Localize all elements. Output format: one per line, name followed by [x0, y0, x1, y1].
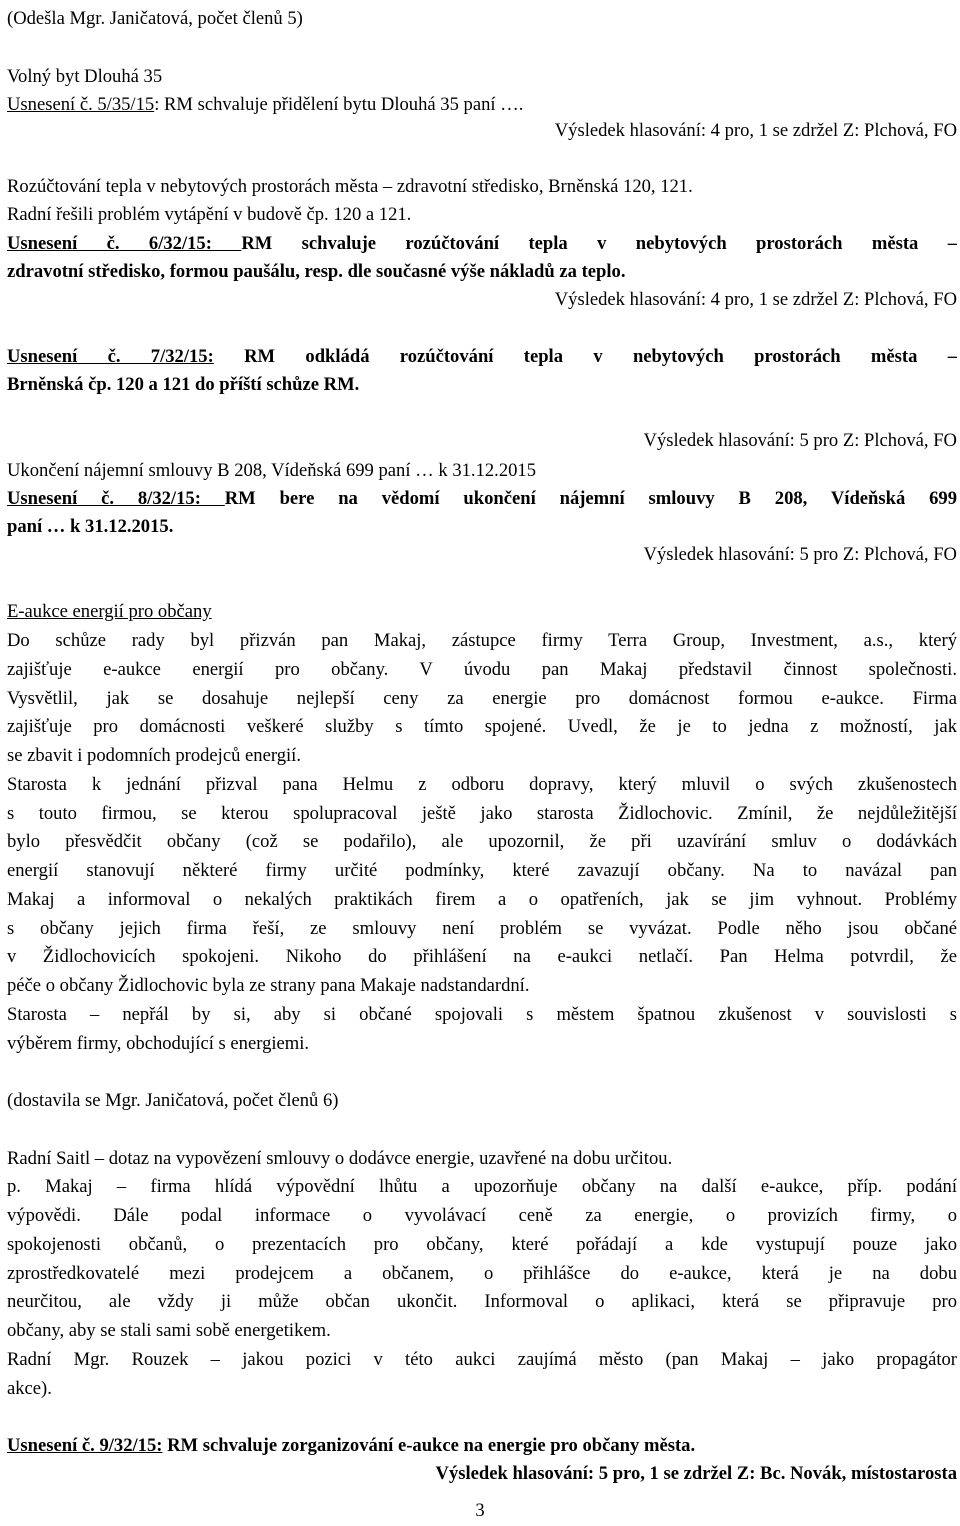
paragraph-line: zprostředkovatelé mezi prodejcem a občanem, o přihlášce do e-aukce, která je na dobu — [7, 1263, 957, 1284]
paragraph-line: energií stanovují některé firmy určité podmínky, které zavazují občany. Na to navázal pan — [7, 860, 957, 881]
resolution-number: Usnesení č. 7/32/15: — [7, 346, 214, 367]
resolution-9 — [7, 1431, 695, 1460]
paragraph-line: Vysvětlil, jak se dosahuje nejlepší ceny za energie pro domácnost formou e-aukce. Firma — [7, 688, 957, 709]
absence-note: (Odešla Mgr. Janičatová, počet členů 5) — [7, 8, 303, 29]
paragraph-line: p. Makaj – firma hlídá výpovědní lhůtu a upozorňuje občany na další e-aukce, příp. podání — [7, 1176, 957, 1197]
vote-result: Výsledek hlasování: 4 pro, 1 se zdržel Z: Plchová, FO — [554, 120, 957, 141]
paragraph-line: Radní Saitl – dotaz na vypovězení smlouvy o dodávce energie, uzavřené na dobu určitou. — [7, 1148, 673, 1169]
vote-result: Výsledek hlasování: 5 pro Z: Plchová, FO — [643, 544, 957, 565]
section-heading-eauction: E-aukce energií pro občany — [7, 601, 212, 622]
resolution-number: Usnesení č. 6/32/15: — [7, 233, 242, 254]
paragraph-line: bylo přesvědčit občany (což se podařilo), ale upozornil, že při uzavírání smluv o dodávkách — [7, 831, 957, 852]
page-number: 3 — [475, 1500, 485, 1521]
resolution-6-cont: zdravotní středisko, formou paušálu, resp. dle současné výše nákladů za teplo. — [7, 261, 626, 282]
resolution-6 — [7, 229, 957, 258]
paragraph-line: výběrem firmy, obchodující s energiemi. — [7, 1033, 310, 1054]
paragraph-line: neurčitou, ale vždy ji může občan ukončit. Informoval o aplikaci, která se připravuje pro — [7, 1291, 957, 1312]
resolution-7-cont: Brněnská čp. 120 a 121 do příští schůze RM. — [7, 374, 360, 395]
vote-result: Výsledek hlasování: 5 pro, 1 se zdržel Z: Bc. Novák, místostarosta — [435, 1463, 957, 1484]
resolution-number: Usnesení č. 9/32/15: — [7, 1435, 163, 1456]
paragraph-line: spokojenosti občanů, o prezentacích pro občany, které pořádají a kde vystupují pouze jako — [7, 1234, 957, 1255]
resolution-text: : RM schvaluje přidělení bytu Dlouhá 35 paní …. — [154, 94, 524, 115]
paragraph-line: Makaj a informoval o nekalých praktikách firem a o opatřeních, jak se jim vyhnout. Problémy — [7, 889, 957, 910]
resolution-number: Usnesení č. 8/32/15: — [7, 488, 225, 509]
paragraph-line: občany, aby se stali sami sobě energetikem. — [7, 1320, 331, 1341]
paragraph-line: Radní Mgr. Rouzek – jakou pozici v této aukci zaujímá město (pan Makaj – jako propagátor — [7, 1349, 957, 1370]
paragraph-line: zajišťuje pro domácnosti veškeré služby s tímto spojené. Uvedl, že je to jedna z možností, jak — [7, 716, 957, 737]
resolution-8 — [7, 484, 957, 513]
paragraph-line: akce). — [7, 1378, 52, 1399]
paragraph-line: péče o občany Židlochovic byla ze strany pana Makaje nadstandardní. — [7, 975, 530, 996]
section-heading-flat: Volný byt Dlouhá 35 — [7, 66, 163, 87]
paragraph-line: v Židlochovicích spokojeni. Nikoho do přihlášení na e-aukci netlačí. Pan Helma potvrdil, že — [7, 946, 957, 967]
resolution-5 — [7, 90, 523, 119]
section-heading-lease: Ukončení nájemní smlouvy B 208, Vídeňská 699 paní … k 31.12.2015 — [7, 460, 537, 481]
vote-result: Výsledek hlasování: 4 pro, 1 se zdržel Z: Plchová, FO — [554, 289, 957, 310]
paragraph-line: zajišťuje e-aukce energií pro občany. V úvodu pan Makaj představil činnost společnosti. — [7, 659, 957, 680]
resolution-text: RM bere na vědomí ukončení nájemní smlouvy B 208, Vídeňská 699 — [224, 488, 957, 509]
section-heading-heating: Rozúčtování tepla v nebytových prostorách města – zdravotní středisko, Brněnská 120, 121. — [7, 176, 693, 197]
vote-result: Výsledek hlasování: 5 pro Z: Plchová, FO — [643, 430, 957, 451]
resolution-text: RM schvaluje rozúčtování tepla v nebytových prostorách města – — [241, 233, 957, 254]
paragraph-line: Radní řešili problém vytápění v budově čp. 120 a 121. — [7, 204, 412, 225]
paragraph-line: s občany jejich firma řeší, ze smlouvy není problém se vyvázat. Podle něho jsou občané — [7, 918, 957, 939]
paragraph-line: Starosta k jednání přizval pana Helmu z odboru dopravy, který mluvil o svých zkušenostech — [7, 774, 957, 795]
paragraph-line: se zbavit i podomních prodejců energií. — [7, 745, 301, 766]
arrival-note: (dostavila se Mgr. Janičatová, počet členů 6) — [7, 1090, 339, 1111]
paragraph-line: výpovědi. Dále podal informace o vyvolávací ceně za energie, o provizích firmy, o — [7, 1205, 957, 1226]
resolution-text: RM odkládá rozúčtování tepla v nebytových prostorách města – — [213, 346, 957, 367]
resolution-8-cont: paní … k 31.12.2015. — [7, 516, 174, 537]
paragraph-line: Starosta – nepřál by si, aby si občané spojovali s městem špatnou zkušenost v souvislosti s — [7, 1004, 957, 1025]
resolution-number: Usnesení č. 5/35/15 — [7, 94, 155, 115]
resolution-text: RM schvaluje zorganizování e-aukce na energie pro občany města. — [162, 1435, 696, 1456]
resolution-7 — [7, 342, 957, 371]
paragraph-line: Do schůze rady byl přizván pan Makaj, zástupce firmy Terra Group, Investment, a.s., který — [7, 630, 957, 651]
paragraph-line: s touto firmou, se kterou spolupracoval ještě jako starosta Židlochovic. Zmínil, že nejdůležitější — [7, 803, 957, 824]
